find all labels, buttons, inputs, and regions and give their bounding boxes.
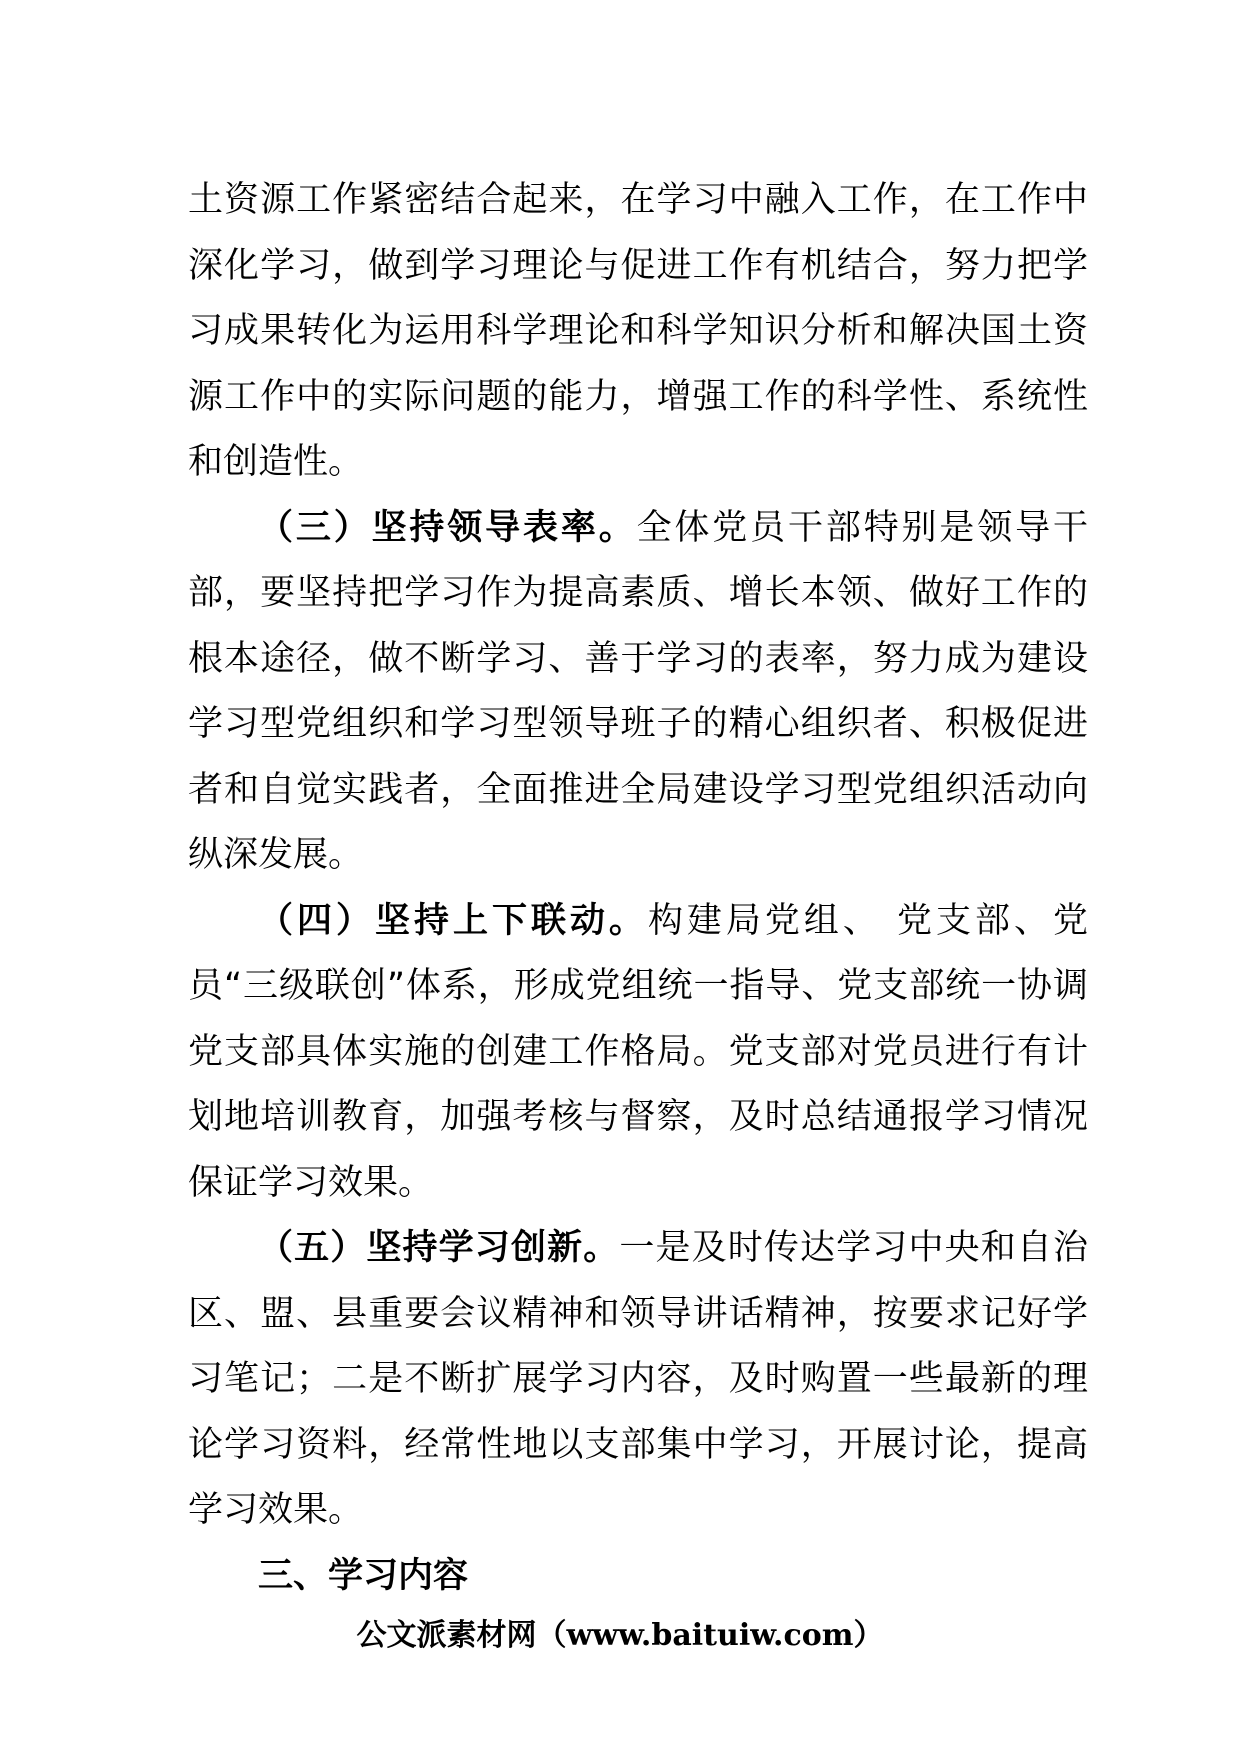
paragraph-text: 构建局党组、 党支部、党员“三级联创”体系，形成党组统一指导、党支部统一协调党支部具体实施的创建工作格局。党支部对党员进行有计划地培训教育，加强考核与督察，及时总结通报学习情况保证学习效果。 xyxy=(188,900,1088,1203)
paragraph-innovation xyxy=(188,1216,1088,1544)
document-body xyxy=(188,168,1088,1609)
page-footer-watermark: 公文派素材网（www.baituiw.com） xyxy=(356,1618,884,1653)
paragraph-continuation xyxy=(188,168,1088,496)
paragraph-leadership-example xyxy=(188,496,1088,889)
section-heading: 三、学习内容 xyxy=(258,1555,469,1596)
paragraph-text: 全体党员干部特别是领导干部，要坚持把学习作为提高素质、增长本领、做好工作的根本途径，做不断学习、善于学习的表率，努力成为建设学习型党组织和学习型领导班子的精心组织者、积极促进者和自觉实践者，全面推进全局建设学习型党组织活动向纵深发展。 xyxy=(188,507,1088,875)
paragraph-linkage xyxy=(188,889,1088,1217)
paragraph-text: 一是及时传达学习中央和自治区、盟、县重要会议精神和领导讲话精神，按要求记好学习笔记；二是不断扩展学习内容，及时购置一些最新的理论学习资料，经常性地以支部集中学习，开展讨论，提高学习效果。 xyxy=(188,1228,1088,1530)
paragraph-text: 土资源工作紧密结合起来，在学习中融入工作，在工作中深化学习，做到学习理论与促进工作有机结合，努力把学习成果转化为运用科学理论和科学知识分析和解决国土资源工作中的实际问题的能力，增强工作的科学性、系统性和创造性。 xyxy=(188,180,1088,482)
paragraph-lead: （三）坚持领导表率。 xyxy=(258,507,637,548)
paragraph-lead: （五）坚持学习创新。 xyxy=(258,1228,620,1268)
paragraph-lead: （四）坚持上下联动。 xyxy=(258,900,648,941)
